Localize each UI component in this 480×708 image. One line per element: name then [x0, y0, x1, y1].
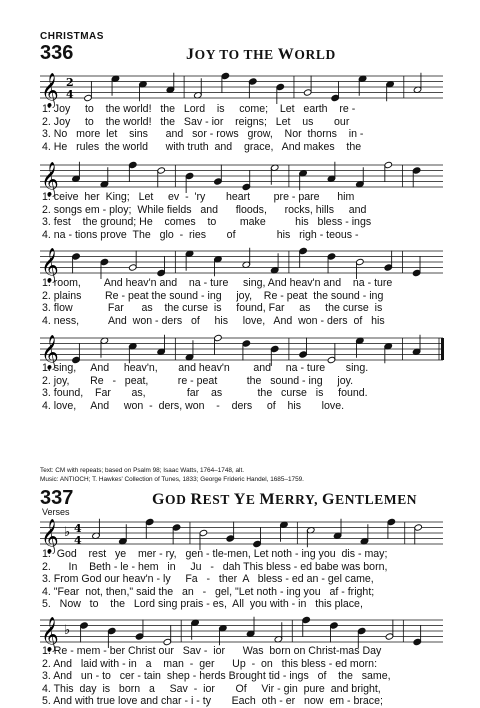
- hymn-number-336: 336: [40, 42, 74, 64]
- time-signature: 4: [66, 88, 74, 101]
- time-signature: 2: [66, 76, 74, 89]
- lyrics-block: [42, 277, 447, 327]
- lyric-line: 1. God rest ye mer - ry, gen - tle-men, Let noth - ing you dis - may;: [42, 548, 388, 560]
- lyric-line: 2. Joy to the world! the Sav - ior reigns; Let us our: [42, 115, 350, 128]
- treble-clef: 𝄞: [41, 519, 59, 554]
- lyric-line: 1. sing, And heav'n, and heav'n and na - ture sing.: [42, 362, 369, 374]
- lyric-line: 3. found, Far as, far as the curse is found.: [42, 387, 368, 400]
- lyric-line: 2. In Beth - le - hem in Ju - dah This bless - ed babe was born,: [42, 560, 388, 573]
- lyric-line: 3. No more let sins and sor - rows grow, Nor thorns in -: [42, 128, 364, 141]
- time-signature: 4: [74, 534, 82, 547]
- lyric-line: 2. And laid with - in a man - ger Up - on this bless - ed morn:: [42, 657, 378, 670]
- treble-clef: 𝄞: [41, 248, 59, 283]
- lyric-line: 3. And un - to cer - tain shep - herds Brought tid - ings of the same,: [42, 670, 391, 683]
- hymn-title-337: GOD REST YE MERRY, GENTLEMEN: [152, 491, 418, 508]
- lyrics-block: [42, 103, 447, 153]
- lyric-line: 1. Joy to the world! the Lord is come; Let earth re -: [42, 103, 356, 115]
- treble-clef: 𝄞: [41, 617, 59, 652]
- lyrics-block: [42, 548, 447, 611]
- lyric-line: 3. flow Far as the curse is found, Far as the curse is: [42, 302, 383, 315]
- lyric-line: 4. love, And won - ders, won - ders of his love.: [42, 399, 345, 412]
- credits: [40, 466, 304, 484]
- lyric-line: 5. And with true love and char - i - ty Each oth - er now em - brace;: [42, 695, 383, 708]
- lyrics-block: [42, 362, 447, 412]
- lyric-line: 1. ceive her King; Let ev - 'ry heart pre - pare him: [42, 191, 355, 203]
- lyric-line: 3. From God our heav'n - ly Fa - ther A bless - ed an - gel came,: [42, 573, 374, 586]
- credit-music: Music: ANTIOCH; T. Hawkes' Collection of Tunes, 1833; George Frideric Handel, 1685–1759.: [40, 476, 304, 483]
- treble-clef: 𝄞: [41, 162, 59, 197]
- lyric-line: 4. ness, And won - ders of his love, And won - ders of his: [42, 314, 385, 327]
- lyric-line: 4. na - tions prove The glo - ries of his righ - teous -: [42, 228, 359, 241]
- lyric-line: 1. room, And heav'n and na - ture sing, And heav'n and na - ture: [42, 277, 393, 289]
- credit-text: Text: CM with repeats; based on Psalm 98; Isaac Watts, 1764–1748, alt.: [40, 467, 245, 474]
- lyric-line: 2. joy, Re - peat, re - peat the sound - ing joy.: [42, 374, 354, 387]
- lyric-line: 5. Now to the Lord sing prais - es, All you with - in this place,: [42, 598, 363, 611]
- music-staff: [40, 68, 445, 108]
- flat-sign: ♭: [64, 525, 71, 540]
- lyric-line: 3. fest the ground; He comes to make his bless - ings: [42, 216, 372, 229]
- verses-label: Verses: [42, 507, 70, 517]
- lyrics-block: [42, 645, 447, 708]
- lyric-line: 4. "Fear not, then," said the an - gel, "Let noth - ing you af - fright;: [42, 585, 375, 598]
- hymn-number-337: 337: [40, 487, 74, 509]
- treble-clef: 𝄞: [41, 335, 59, 370]
- treble-clef: 𝄞: [41, 73, 59, 108]
- flat-sign: ♭: [64, 623, 71, 638]
- lyric-line: 2. plains Re - peat the sound - ing joy, Re - peat the sound - ing: [42, 289, 384, 302]
- lyric-line: 4. He rules the world with truth and grace, And makes the: [42, 140, 362, 153]
- time-signature: 4: [74, 522, 82, 535]
- lyric-line: 2. songs em - ploy; While fields and floods, rocks, hills and: [42, 203, 367, 216]
- hymn-title-336: JOY TO THE WORLD: [186, 46, 336, 63]
- lyric-line: 4. This day is born a Sav - ior Of Vir - gin pure and bright,: [42, 682, 381, 695]
- section-label: CHRISTMAS: [40, 31, 104, 42]
- lyric-line: 1. Re - mem - ber Christ our Sav - ior Was born on Christ-mas Day: [42, 645, 382, 657]
- lyrics-block: [42, 191, 447, 241]
